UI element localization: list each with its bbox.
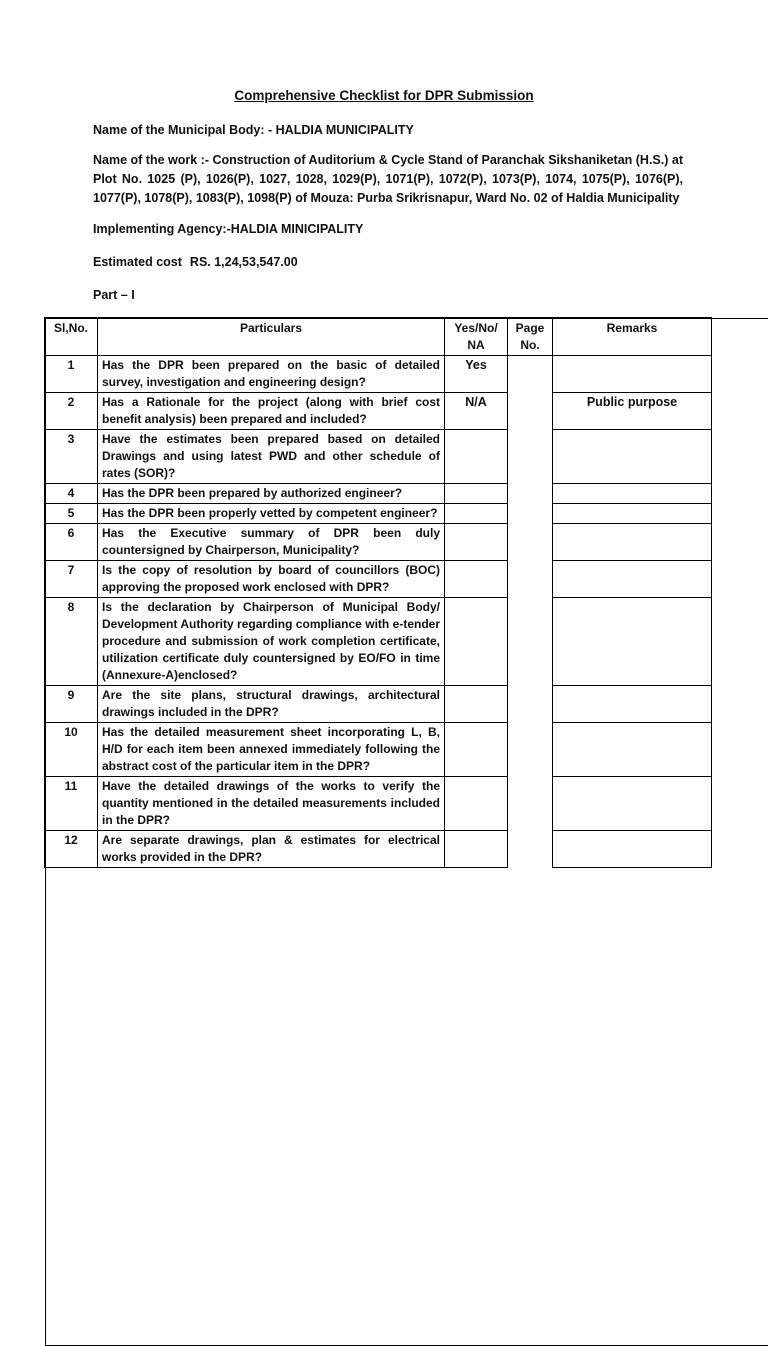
page-title: Comprehensive Checklist for DPR Submission [0, 88, 768, 103]
header-particulars: Particulars [98, 318, 445, 356]
estimated-cost-value: RS. 1,24,53,547.00 [190, 255, 298, 269]
row-sl-no: 6 [45, 524, 98, 561]
row-particulars: Are separate drawings, plan & estimates for electrical works provided in the DPR? [98, 831, 445, 868]
header-sl-no: Sl,No. [45, 318, 98, 356]
row-sl-no: 7 [45, 561, 98, 598]
part-label: Part – I [93, 286, 683, 305]
row-particulars: Have the detailed drawings of the works to verify the quantity mentioned in the detailed measurements included in the DPR? [98, 777, 445, 831]
row-sl-no: 4 [45, 484, 98, 504]
row-sl-no: 11 [45, 777, 98, 831]
header-page-no: Page No. [508, 318, 553, 356]
row-page-no [45, 318, 768, 1346]
row-sl-no: 9 [45, 686, 98, 723]
work-name-paragraph: Name of the work :- Construction of Auditorium & Cycle Stand of Paranchak Sikshaniketan (H.S.) at Plot No. 1025 (P), 1026(P), 1027, 1028, 1029(P), 1071(P), 1072(P), 1073(P), 1074, 1075(P), 1076(P), 1077(P), 1078(P), 1083(P), 1098(P) of Mouza: Purba Srikrisnapur, Ward No. 02 of Haldia Municipality [93, 151, 683, 208]
row-sl-no: 2 [45, 393, 98, 430]
row-particulars: Has the DPR been prepared by authorized engineer? [98, 484, 445, 504]
header-remarks: Remarks [553, 318, 712, 356]
row-sl-no: 8 [45, 598, 98, 686]
row-particulars: Has the Executive summary of DPR been duly countersigned by Chairperson, Municipality? [98, 524, 445, 561]
row-particulars: Has the detailed measurement sheet incorporating L, B, H/D for each item been annexed immediately following the abstract cost of the particular item in the DPR? [98, 723, 445, 777]
row-particulars: Have the estimates been prepared based on detailed Drawings and using latest PWD and other schedule of rates (SOR)? [98, 430, 445, 484]
row-particulars: Are the site plans, structural drawings, architectural drawings included in the DPR? [98, 686, 445, 723]
table-row [45, 831, 712, 868]
estimated-cost-line [93, 253, 683, 272]
row-sl-no: 5 [45, 504, 98, 524]
row-sl-no: 10 [45, 723, 98, 777]
row-answer: N/A [445, 393, 508, 430]
row-particulars: Has a Rationale for the project (along with brief cost benefit analysis) been prepared and included? [98, 393, 445, 430]
row-sl-no: 12 [45, 831, 98, 868]
row-particulars: Has the DPR been prepared on the basic of detailed survey, investigation and engineering design? [98, 356, 445, 393]
row-sl-no: 1 [45, 356, 98, 393]
header-yes-no-na: Yes/No/ NA [445, 318, 508, 356]
row-answer: Yes [445, 356, 508, 393]
implementing-agency-line: Implementing Agency:-HALDIA MINICIPALITY [93, 220, 683, 239]
row-sl-no: 3 [45, 430, 98, 484]
row-particulars: Is the copy of resolution by board of councillors (BOC) approving the proposed work enclosed with DPR? [98, 561, 445, 598]
row-remarks: Public purpose [553, 393, 712, 430]
municipal-body-line: Name of the Municipal Body: - HALDIA MUNICIPALITY [93, 121, 683, 140]
row-particulars: Is the declaration by Chairperson of Municipal Body/ Development Authority regarding compliance with e-tender procedure and submission of work completion certificate, utilization certificate duly countersigned by EO/FO in time (Annexure-A)enclosed? [98, 598, 445, 686]
checklist-table [44, 317, 712, 868]
row-particulars: Has the DPR been properly vetted by competent engineer? [98, 504, 445, 524]
estimated-cost-label: Estimated cost [93, 255, 182, 269]
